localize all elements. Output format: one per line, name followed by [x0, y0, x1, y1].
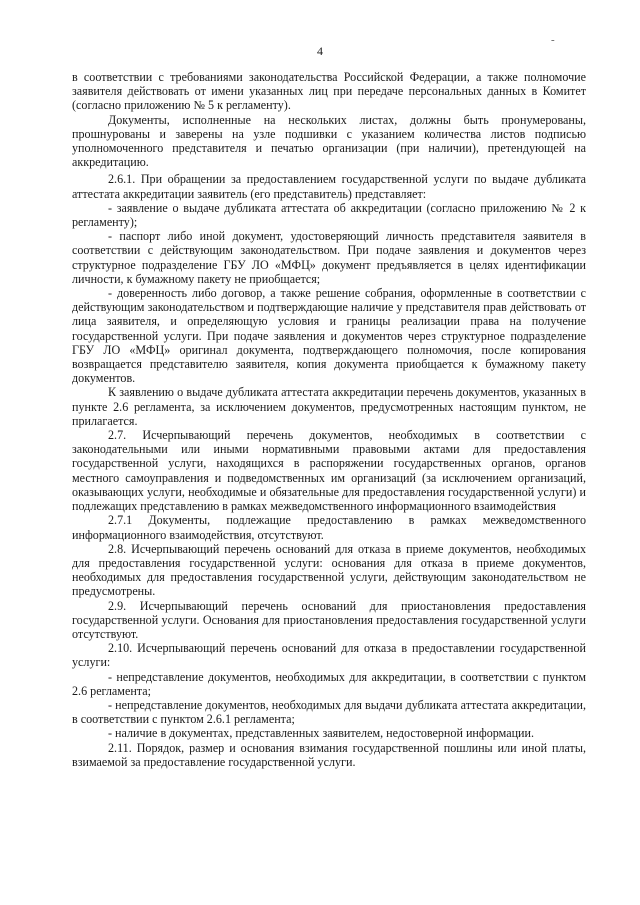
list-item: - наличие в документах, представленных заявителем, недостоверной информации. — [108, 726, 535, 741]
paragraph: 2.11. Порядок, размер и основания взимания государственной пошлины или иной платы, взимаемой за предоставление государственной услуги. — [72, 740, 586, 769]
paragraph: Документы, исполненные на нескольких листах, должны быть пронумерованы, прошнурованы и заверены на узле подшивки с указанием количества листов подписью уполномоченного представителя и печатью организации (при наличии), претендующей на аккредитацию. — [72, 112, 586, 170]
list-item: - заявление о выдаче дубликата аттестата об аккредитации (согласно приложению № 2 к регламенту); — [72, 200, 586, 230]
list-item: - паспорт либо иной документ, удостоверяющий личность представителя заявителя в соответствии с действующим законодательством. При подаче заявления и документов через структурное подразделение ГБУ ЛО «МФЦ» документ предъявляется в целях идентификации личности, к бумажному пакету не приобщается; — [72, 229, 586, 286]
list-item: - непредставление документов, необходимых для аккредитации, в соответствии с пунктом 2.6 регламента; — [72, 669, 586, 698]
list-item: - доверенность либо договор, а также решение собрания, оформленные в соответствии с действующим законодательством и подтверждающие наличие у представителя прав действовать от лица заявителя, и определяющую условия и границы реализации права на получение государственной услуги. При подаче заявления и документов через структурное подразделение ГБУ ЛО «МФЦ» оригинал документа, подтверждающего полномочия, после копирования возвращается представителю заявителя, копия документа приобщается к бумажному пакету документов. — [72, 286, 586, 386]
paragraph: в соответствии с требованиями законодательства Российской Федерации, а также полномочие заявителя действовать от имени указанных лиц при передаче персональных данных в Комитет (согласно приложению № 5 к регламенту). — [72, 70, 586, 113]
paragraph: 2.7. Исчерпывающий перечень документов, необходимых в соответствии с законодательными или иными нормативными правовыми актами для предоставления государственной услуги, находящихся в распоряжении государственных органов, органов местного самоуправления и подведомственных им организаций (за исключением организаций, оказывающих услуги, необходимые и обязательные для предоставления государственной услуги) и подлежащих представлению в рамках межведомственного информационного взаимодействия — [72, 428, 586, 514]
corner-mark: - — [551, 34, 555, 46]
document-body — [72, 70, 586, 769]
paragraph: 2.7.1 Документы, подлежащие предоставлению в рамках межведомственного информационного взаимодействия, отсутствуют. — [72, 513, 586, 542]
paragraph: 2.9. Исчерпывающий перечень оснований для приостановления предоставления государственной услуги. Основания для приостановления предоставления государственной услуги отсутствуют. — [72, 598, 586, 641]
paragraph: 2.10. Исчерпывающий перечень оснований для отказа в предоставлении государственной услуги: — [72, 641, 586, 670]
paragraph: К заявлению о выдаче дубликата аттестата аккредитации перечень документов, указанных в пункте 2.6 регламента, за исключением документов, предусмотренных настоящим пунктом, не прилагается. — [72, 385, 586, 428]
page-number: 4 — [317, 44, 323, 58]
list-item: - непредставление документов, необходимых для выдачи дубликата аттестата аккредитации, в соответствии с пунктом 2.6.1 регламента; — [72, 697, 586, 727]
paragraph: 2.8. Исчерпывающий перечень оснований для отказа в приеме документов, необходимых для предоставления государственной услуги: основания для отказа в приеме документов, необходимых для предоставления государственной услуги, действующим законодательством не предусмотрены. — [72, 541, 586, 599]
paragraph: 2.6.1. При обращении за предоставлением государственной услуги по выдаче дубликата аттестата аккредитации заявитель (его представитель) представляет: — [72, 172, 586, 201]
